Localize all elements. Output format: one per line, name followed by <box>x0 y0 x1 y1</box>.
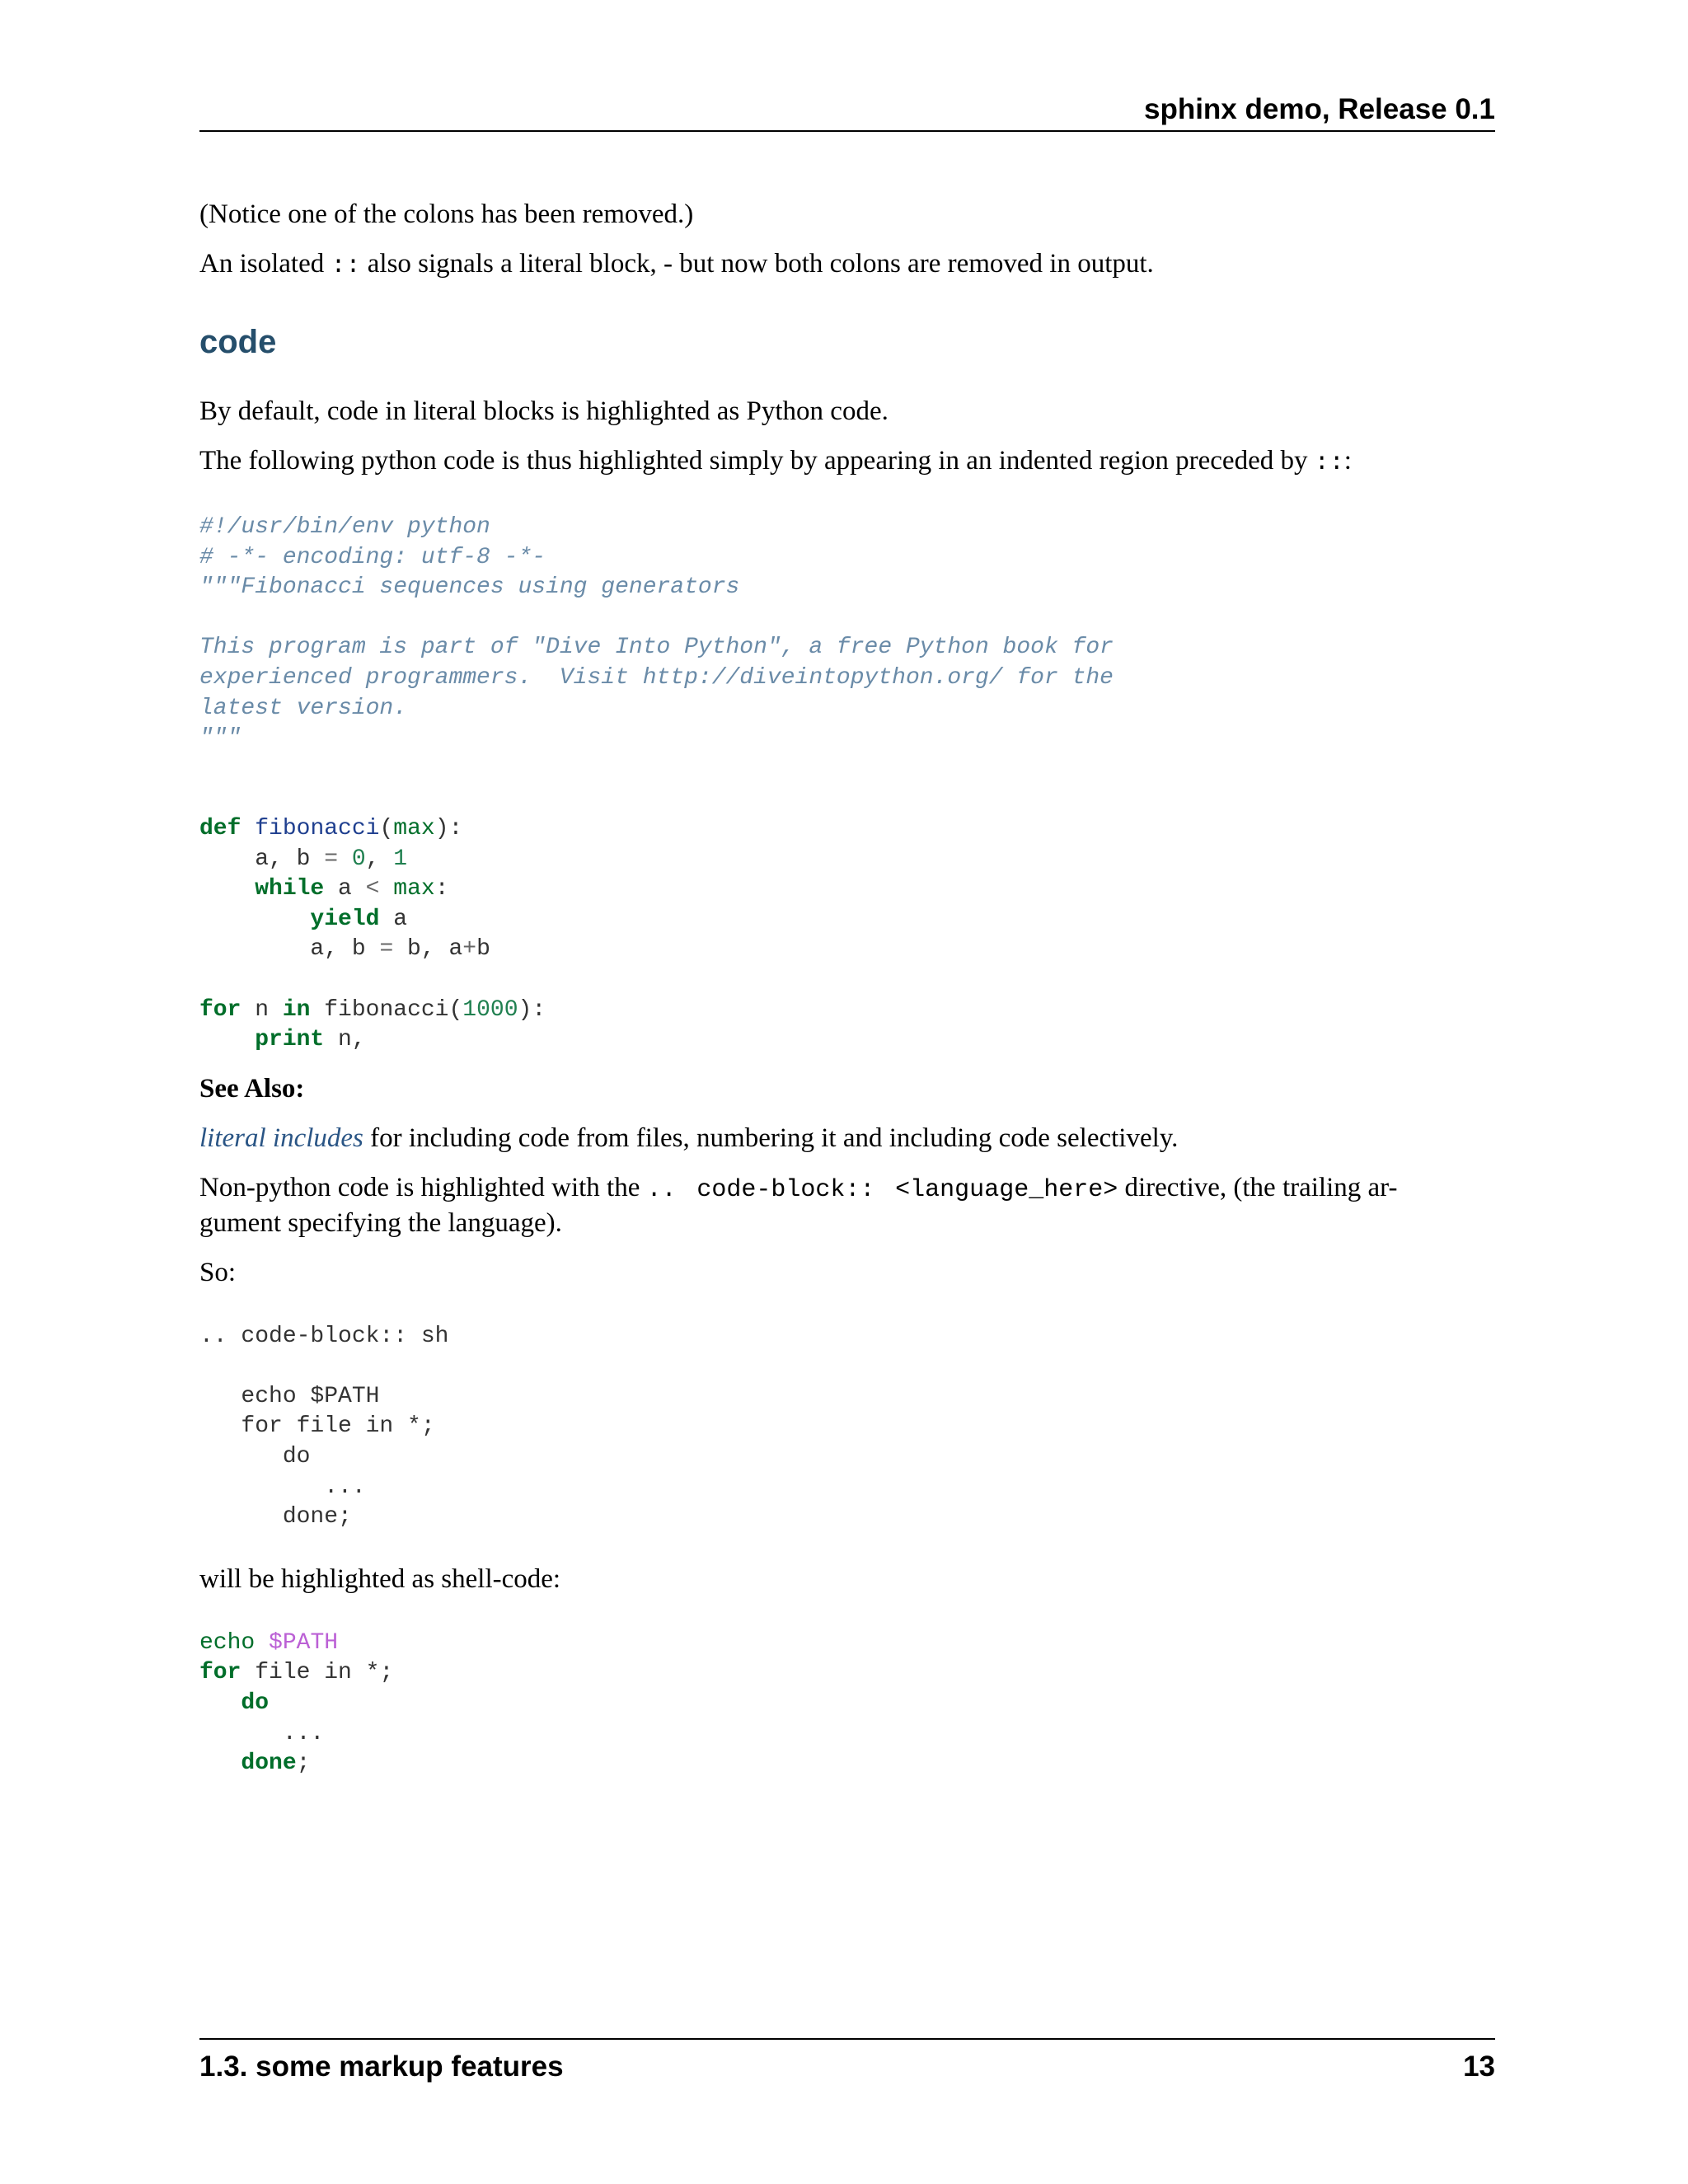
page-footer <box>199 2038 1495 2094</box>
page-header <box>199 91 1495 132</box>
isolated-paragraph: An isolated :: also signals a literal block, - but now both colons are removed in output. <box>199 249 1154 280</box>
footer-section: 1.3. some markup features <box>199 2050 564 2083</box>
python-code-block: #!/usr/bin/env python # -*- encoding: utf-8 -*- """Fibonacci sequences using generators This program is part of "Dive Into Python", a free Python book for experienced programmers. Visit http://diveintopython.org/ for the latest version. """ def fibonacci(max): a, b = 0, 1 while a < max: yield a a, b = b, a+b for n in fibonacci(1000): print n, <box>199 514 1114 1053</box>
non-python-paragraph: Non-python code is highlighted with the .. code-block:: <language_here> directive, (the trailing ar- gument specifying the language). <box>199 1172 1398 1238</box>
header-title: sphinx demo, Release 0.1 <box>1143 93 1495 125</box>
inline-code: :: <box>1314 449 1344 477</box>
see-also-paragraph: literal includes for including code from files, numbering it and including code selectively. <box>199 1122 1179 1153</box>
see-also-title: See Also: <box>199 1073 305 1104</box>
will-be-paragraph: will be highlighted as shell-code: <box>199 1563 561 1594</box>
default-paragraph: By default, code in literal blocks is highlighted as Python code. <box>199 396 889 426</box>
footer-page-number: 13 <box>1463 2050 1495 2083</box>
inline-code: :: <box>331 252 361 280</box>
page-body <box>199 198 1495 1779</box>
so-paragraph: So: <box>199 1257 237 1287</box>
shell-source-block: .. code-block:: sh echo $PATH for file in *; do ... done; <box>199 1323 449 1530</box>
notice-paragraph: (Notice one of the colons has been removed.) <box>199 199 694 229</box>
shell-highlighted-block: echo $PATH for file in *; do ... done; <box>199 1629 394 1777</box>
following-paragraph: The following python code is thus highlighted simply by appearing in an indented region preceded by ::: <box>199 446 1352 477</box>
section-title: code <box>199 324 277 360</box>
literal-includes-link[interactable]: literal includes <box>199 1122 363 1153</box>
